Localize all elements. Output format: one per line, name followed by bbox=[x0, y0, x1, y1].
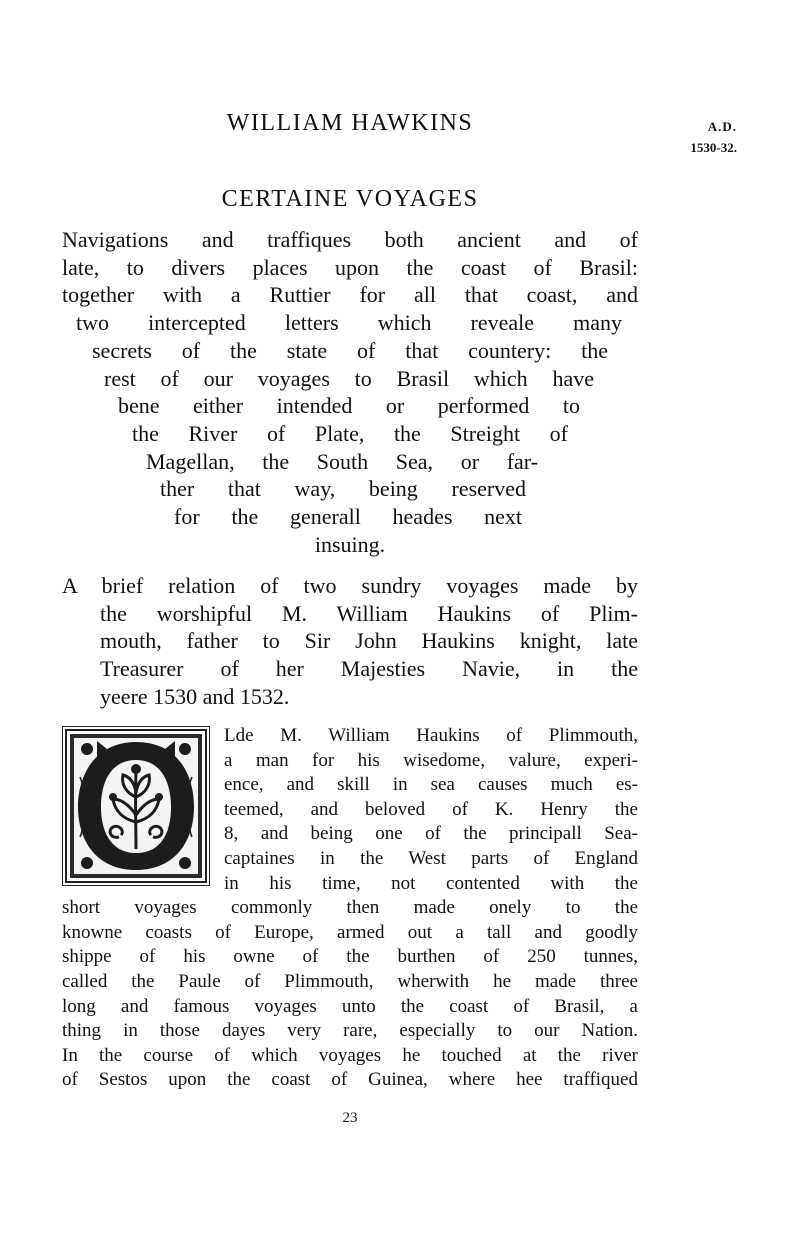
page-number: 23 bbox=[342, 1110, 358, 1126]
body-line: a man for his wisedome, valure, experi- bbox=[224, 749, 638, 771]
body-line: ence, and skill in sea causes much es- bbox=[224, 774, 638, 796]
heading-line: for the generall heades next bbox=[174, 504, 522, 530]
body-line: captaines in the West parts of England bbox=[224, 847, 638, 869]
body-line: knowne coasts of Europe, armed out a tall and goodly bbox=[62, 921, 638, 943]
margin-date-note bbox=[655, 116, 737, 158]
heading-line: the River of Plate, the Streight of bbox=[132, 420, 568, 446]
body-line: Lde M. William Haukins of Plimmouth, bbox=[224, 725, 638, 746]
body-line: 8, and being one of the principall Sea- bbox=[224, 823, 638, 845]
body-line: in his time, not contented with the bbox=[224, 872, 638, 894]
heading-line: insuing. bbox=[314, 531, 386, 557]
margin-note-years: 1530-32. bbox=[690, 140, 737, 155]
relation-line: mouth, father to Sir John Haukins knight, late bbox=[100, 628, 638, 654]
margin-note-era: A.D. bbox=[707, 119, 737, 134]
heading-line: late, to divers places upon the coast of Brasil: bbox=[62, 254, 638, 280]
heading-line: Navigations and traffiques both ancient and of bbox=[62, 227, 638, 252]
heading-line: together with a Ruttier for all that coast, and bbox=[62, 282, 638, 308]
relation-line: Treasurer of her Majesties Navie, in the bbox=[100, 656, 638, 682]
body-line: shippe of his owne of the burthen of 250 tunnes, bbox=[62, 946, 638, 968]
body-line: of Sestos upon the coast of Guinea, where hee traffiqued bbox=[62, 1069, 638, 1091]
heading-line: secrets of the state of that countery: the bbox=[92, 337, 608, 363]
body-line: In the course of which voyages he touched at the river bbox=[62, 1044, 638, 1066]
body-line: long and famous voyages unto the coast of Brasil, a bbox=[62, 995, 638, 1017]
book-page bbox=[62, 0, 638, 1237]
section-heading-paragraph bbox=[62, 226, 638, 558]
body-paragraph bbox=[62, 724, 638, 1093]
relation-heading-paragraph bbox=[62, 572, 638, 711]
relation-line: yeere 1530 and 1532. bbox=[100, 683, 290, 709]
body-line: thing in those dayes very rare, especially to our Nation. bbox=[62, 1020, 638, 1042]
heading-line: ther that way, being reserved bbox=[160, 476, 526, 502]
heading-line: two intercepted letters which reveale many bbox=[76, 310, 622, 336]
body-line: teemed, and beloved of K. Henry the bbox=[224, 798, 638, 820]
heading-line: bene either intended or performed to bbox=[118, 393, 580, 419]
relation-line: the worshipful M. William Haukins of Plim- bbox=[100, 600, 638, 626]
body-line: called the Paule of Plimmouth, wherwith he made three bbox=[62, 970, 638, 992]
heading-line: Magellan, the South Sea, or far- bbox=[146, 448, 538, 474]
running-title: WILLIAM HAWKINS bbox=[226, 110, 474, 136]
relation-line: A brief relation of two sundry voyages made by bbox=[62, 573, 638, 598]
section-title: CERTAINE VOYAGES bbox=[221, 186, 479, 212]
body-line: short voyages commonly then made onely to the bbox=[62, 897, 638, 919]
heading-line: rest of our voyages to Brasil which have bbox=[104, 365, 594, 391]
